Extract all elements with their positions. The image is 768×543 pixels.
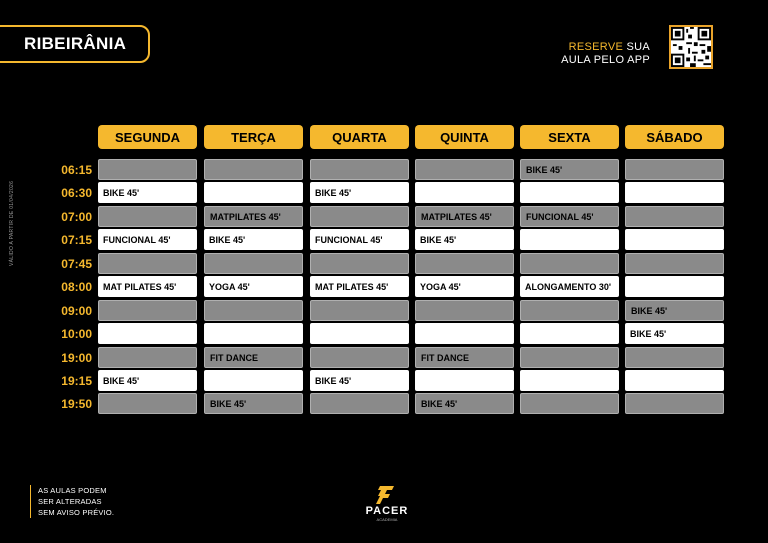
day-header-2: TERÇA (204, 125, 303, 149)
class-slot[interactable]: FIT DANCE (204, 347, 303, 368)
time-label: 07:15 (61, 233, 92, 247)
class-slot[interactable] (310, 206, 409, 227)
class-slot[interactable]: BIKE 45' (98, 182, 197, 203)
class-slot[interactable]: MAT PILATES 45' (310, 276, 409, 297)
class-slot[interactable] (520, 300, 619, 321)
class-slot[interactable]: BIKE 45' (415, 393, 514, 414)
class-slot[interactable]: BIKE 45' (415, 229, 514, 250)
class-slot[interactable] (520, 347, 619, 368)
time-label: 19:50 (61, 397, 92, 411)
class-slot[interactable] (520, 323, 619, 344)
notice-line-1: AS AULAS PODEM (38, 486, 107, 495)
class-slot[interactable] (415, 323, 514, 344)
class-slot[interactable] (204, 253, 303, 274)
class-slot[interactable] (310, 347, 409, 368)
reserve-text (561, 41, 650, 67)
notice-line-3: SEM AVISO PRÉVIO. (38, 508, 115, 517)
time-label: 19:15 (61, 374, 92, 388)
class-slot[interactable] (98, 323, 197, 344)
class-slot[interactable] (310, 300, 409, 321)
class-slot[interactable]: FUNCIONAL 45' (310, 229, 409, 250)
notice-text (30, 485, 114, 518)
class-slot[interactable] (204, 159, 303, 180)
class-slot[interactable] (310, 159, 409, 180)
time-label: 07:00 (61, 210, 92, 224)
time-label: 08:00 (61, 280, 92, 294)
logo-sub: ACADEMIA (376, 517, 398, 522)
class-slot[interactable] (520, 182, 619, 203)
class-slot[interactable] (520, 370, 619, 391)
class-slot[interactable]: MATPILATES 45' (204, 206, 303, 227)
class-slot[interactable]: BIKE 45' (98, 370, 197, 391)
class-slot[interactable] (204, 182, 303, 203)
class-slot[interactable] (98, 347, 197, 368)
reserve-line2: AULA PELO APP (561, 54, 650, 66)
class-slot[interactable] (625, 276, 724, 297)
class-slot[interactable] (415, 370, 514, 391)
class-slot[interactable] (310, 253, 409, 274)
time-label: 09:00 (61, 304, 92, 318)
day-header-3: QUARTA (310, 125, 409, 149)
class-slot[interactable] (520, 229, 619, 250)
class-slot[interactable] (310, 393, 409, 414)
class-slot[interactable]: YOGA 45' (415, 276, 514, 297)
qr-code-icon[interactable] (669, 25, 713, 69)
class-slot[interactable] (204, 323, 303, 344)
validity-text: VÁLIDO A PARTIR DE 01/04/2026 (9, 180, 15, 266)
pacer-logo (364, 486, 410, 522)
class-slot[interactable] (520, 253, 619, 274)
class-slot[interactable] (625, 159, 724, 180)
reserve-line1-rest: SUA (623, 41, 650, 53)
class-slot[interactable] (310, 323, 409, 344)
class-slot[interactable]: YOGA 45' (204, 276, 303, 297)
class-slot[interactable] (98, 206, 197, 227)
time-label: 10:00 (61, 327, 92, 341)
reserve-highlight: RESERVE (568, 41, 624, 53)
class-slot[interactable] (98, 300, 197, 321)
class-slot[interactable]: ALONGAMENTO 30' (520, 276, 619, 297)
class-slot[interactable] (625, 206, 724, 227)
notice-line-2: SER ALTERADAS (38, 497, 102, 506)
pacer-logo-icon (376, 486, 398, 504)
class-slot[interactable] (625, 370, 724, 391)
location-title: RIBEIRÂNIA (24, 34, 127, 53)
time-label: 19:00 (61, 351, 92, 365)
class-slot[interactable] (625, 182, 724, 203)
logo-word: PACER (365, 505, 409, 517)
day-header-5: SEXTA (520, 125, 619, 149)
class-slot[interactable] (98, 159, 197, 180)
class-slot[interactable] (415, 159, 514, 180)
class-slot[interactable]: FUNCIONAL 45' (98, 229, 197, 250)
class-slot[interactable] (625, 393, 724, 414)
class-slot[interactable] (204, 370, 303, 391)
class-slot[interactable] (625, 253, 724, 274)
class-slot[interactable]: MAT PILATES 45' (98, 276, 197, 297)
day-header-6: SÁBADO (625, 125, 724, 149)
class-slot[interactable]: BIKE 45' (625, 300, 724, 321)
class-slot[interactable]: MATPILATES 45' (415, 206, 514, 227)
location-title-box (0, 25, 150, 63)
class-slot[interactable]: BIKE 45' (310, 370, 409, 391)
class-slot[interactable]: FUNCIONAL 45' (520, 206, 619, 227)
class-slot[interactable]: BIKE 45' (310, 182, 409, 203)
class-slot[interactable] (625, 229, 724, 250)
class-slot[interactable]: BIKE 45' (204, 393, 303, 414)
class-slot[interactable] (520, 393, 619, 414)
class-slot[interactable]: BIKE 45' (625, 323, 724, 344)
class-slot[interactable] (415, 300, 514, 321)
time-label: 07:45 (61, 257, 92, 271)
class-slot[interactable]: BIKE 45' (520, 159, 619, 180)
class-slot[interactable] (98, 393, 197, 414)
day-header-1: SEGUNDA (98, 125, 197, 149)
class-slot[interactable] (415, 253, 514, 274)
class-slot[interactable] (98, 253, 197, 274)
time-label: 06:30 (61, 186, 92, 200)
class-slot[interactable]: FIT DANCE (415, 347, 514, 368)
day-header-4: QUINTA (415, 125, 514, 149)
class-slot[interactable]: BIKE 45' (204, 229, 303, 250)
class-slot[interactable] (625, 347, 724, 368)
class-slot[interactable] (204, 300, 303, 321)
time-label: 06:15 (61, 163, 92, 177)
class-slot[interactable] (415, 182, 514, 203)
